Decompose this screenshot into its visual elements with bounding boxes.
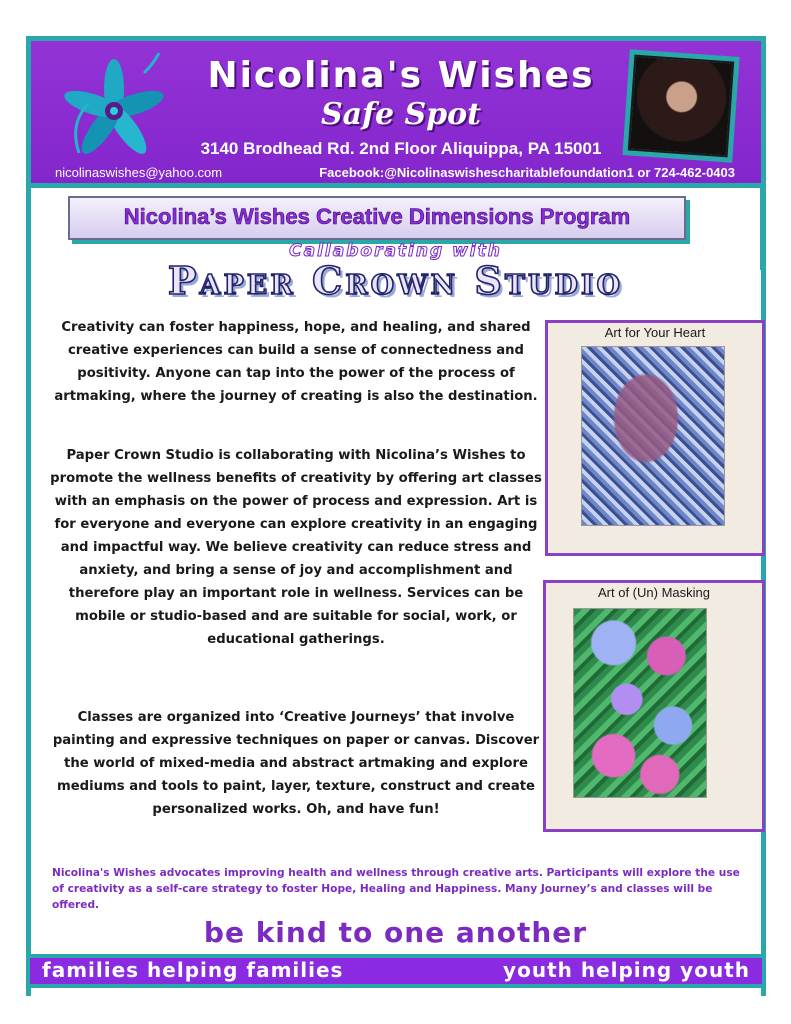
art-card-heart [545, 320, 765, 556]
footer-right-slogan: youth helping youth [503, 958, 750, 982]
art-card-masking [543, 580, 765, 832]
org-title: Nicolina's Wishes [207, 55, 595, 96]
program-banner: Nicolina’s Wishes Creative Dimensions Program [68, 196, 686, 240]
portrait-photo [628, 55, 734, 158]
artwork-heart-image [581, 346, 725, 526]
org-address: 3140 Brodhead Rd. 2nd Floor Aliquippa, PA 15001 [200, 139, 602, 158]
collab-heading: Callaborating with [289, 241, 502, 261]
studio-heading: Paper Crown Studio [167, 258, 624, 303]
footer-left-slogan: families helping families [42, 958, 344, 982]
org-facebook[interactable]: Facebook:@Nicolinaswishescharitablefoundation1 or 724-462-0403 [319, 165, 735, 180]
paragraph-classes: Classes are organized into ‘Creative Journeys’ that involve painting and expressive techniques on paper or canvas. Discover the world of mixed-media and abstract artmaking and explore mediums and tools to paint, layer, texture, construct and create personalized works. Oh, and have fun! [52, 710, 540, 817]
header-banner [26, 36, 766, 188]
artwork-masking-image [573, 608, 707, 798]
portrait-frame [622, 49, 739, 162]
paragraph-intro: Creativity can foster happiness, hope, and healing, and shared creative experiences can build a sense of connectedness and positivity. Anyone can tap into the power of the process of artmaking, where the journey of creating is also the destination. [54, 320, 538, 404]
advocate-statement: Nicolina's Wishes advocates improving health and wellness through creative arts. Participants will explore the use of creativity as a self-care strategy to foster Hope, Healing and Happiness. Many Journey’s and classes will be offered. [52, 867, 740, 911]
tagline: be kind to one another [203, 916, 588, 949]
art-card-label: Art for Your Heart [604, 325, 706, 340]
org-subtitle: Safe Spot [320, 97, 482, 132]
art-card-label: Art of (Un) Masking [598, 585, 710, 600]
paragraph-collaboration: Paper Crown Studio is collaborating with Nicolina’s Wishes to promote the wellness benefits of creativity by offering art classes with an emphasis on the power of process and expression. Art is for everyone and everyone can explore creativity in an engaging and impactful way. We believe creativity can reduce stress and anxiety, and bring a sense of joy and accomplishment and therefore play an important role in wellness. Services can be mobile or studio-based and are suitable for social, work, or educational gatherings. [50, 448, 542, 647]
org-email[interactable]: nicolinaswishes@yahoo.com [55, 165, 223, 180]
footer-banner [26, 954, 766, 988]
